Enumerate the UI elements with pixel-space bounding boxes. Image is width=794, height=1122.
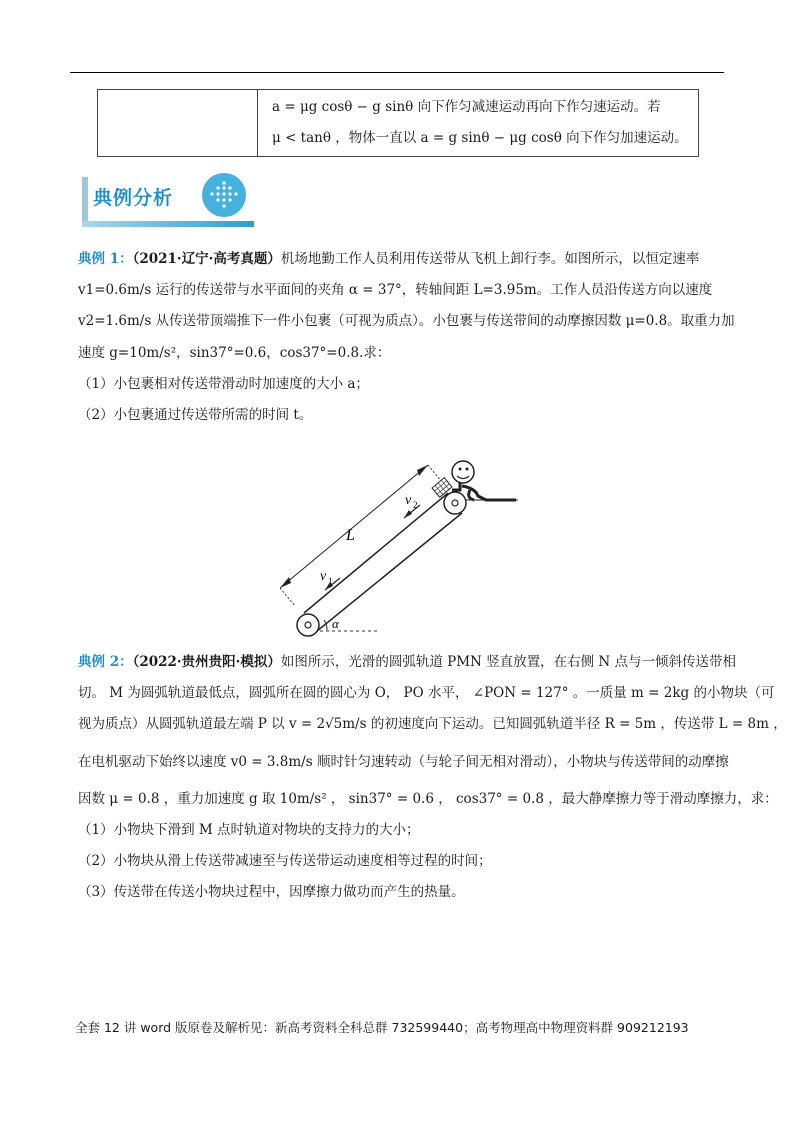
- table-cell-line-2: μ < tanθ ，物体一直以 a = g sinθ − μg cosθ 向下作匀加速运动。: [272, 130, 688, 146]
- example1-question-1: （1）小包裹相对传送带滑动时加速度的大小 a；: [78, 376, 369, 392]
- example2-line5: 因数 μ = 0.8 ，重力加速度 g 取 10m/s² ， sin37° = 0.6 ， cos37° = 0.8 ，最大静摩擦力等于滑动摩擦力，求：: [78, 791, 778, 807]
- example1-line4: 速度 g=10m/s²，sin37°=0.6，cos37°=0.8.求：: [78, 345, 391, 361]
- figure-label-v1-sub: 1: [328, 576, 333, 586]
- example1-question-2: （2）小包裹通过传送带所需的时间 t。: [78, 407, 313, 423]
- figure-label-L: L: [346, 527, 355, 544]
- example1-line2: v1=0.6m/s 运行的传送带与水平面间的夹角 α = 37°，转轴间距 L=3.95m。工作人员沿传送方向以速度: [78, 282, 713, 298]
- example2-text-1: 如图所示，光滑的圆弧轨道 PMN 竖直放置，在右侧 N 点与一倾斜传送带相: [280, 654, 737, 670]
- example2-line1: [78, 652, 736, 672]
- example2-line2: 切。 M 为圆弧轨道最低点，圆弧所在圆的圆心为 O， PO 水平， ∠PON = 127° 。一质量 m = 2kg 的小物块（可: [78, 685, 775, 701]
- example1-source: （2021·辽宁·高考真题）: [132, 251, 281, 267]
- example2-label: 典例 2：: [78, 654, 133, 670]
- header-rule: [70, 72, 724, 73]
- table-cell-line-1: a = μg cosθ − g sinθ 向下作匀减速运动再向下作匀速运动。若: [272, 99, 661, 115]
- example2-line4: 在电机驱动下始终以速度 v0 = 3.8m/s 顺时针匀速转动（与轮子间无相对滑动），小物块与传送带间的动摩擦: [78, 754, 729, 770]
- section-header: [82, 169, 256, 229]
- figure-label-v2-sub: 2: [413, 500, 418, 510]
- example1-text-1: 机场地勤工作人员利用传送带从飞机上卸行李。如图所示，以恒定速率: [280, 251, 700, 267]
- example1-label: 典例 1：: [78, 251, 133, 267]
- conveyor-belt-figure: [280, 460, 520, 640]
- section-title: 典例分析: [93, 187, 174, 209]
- example2-question-2: （2）小物块从滑上传送带减速至与传送带运动速度相等过程的时间；: [78, 853, 492, 869]
- table-column-divider: [257, 90, 258, 156]
- summary-table: [97, 89, 699, 157]
- figure-label-v1: v: [320, 569, 327, 584]
- example1-line1: [78, 249, 699, 269]
- figure-label-alpha: α: [332, 616, 339, 631]
- bottom-pulley: [297, 614, 319, 636]
- page-footer: 全套 12 讲 word 版原卷及解析见：新高考资料全科总群 732599440；高考物理高中物理资料群 909212193: [75, 1020, 689, 1035]
- example2-question-1: （1）小物块下滑到 M 点时轨道对物块的支持力的大小；: [78, 822, 420, 838]
- example2-source: （2022·贵州贵阳·模拟）: [132, 654, 281, 670]
- top-pulley: [444, 492, 466, 514]
- dotted-badge-icon: [202, 173, 246, 217]
- figure-label-v2: v: [405, 493, 412, 508]
- section-header-underline: [82, 221, 254, 227]
- section-header-edge: [82, 177, 88, 225]
- example1-line3: v2=1.6m/s 从传送带顶端推下一件小包裹（可视为质点）。小包裹与传送带间的动摩擦因数 μ=0.8。取重力加: [78, 313, 735, 329]
- example2-question-3: （3）传送带在传送小物块过程中，因摩擦力做功而产生的热量。: [78, 884, 465, 900]
- example2-line3: 视为质点）从圆弧轨道最左端 P 以 v = 2√5m/s 的初速度向下运动。已知圆弧轨道半径 R = 5m ，传送带 L = 8m ，: [78, 716, 787, 732]
